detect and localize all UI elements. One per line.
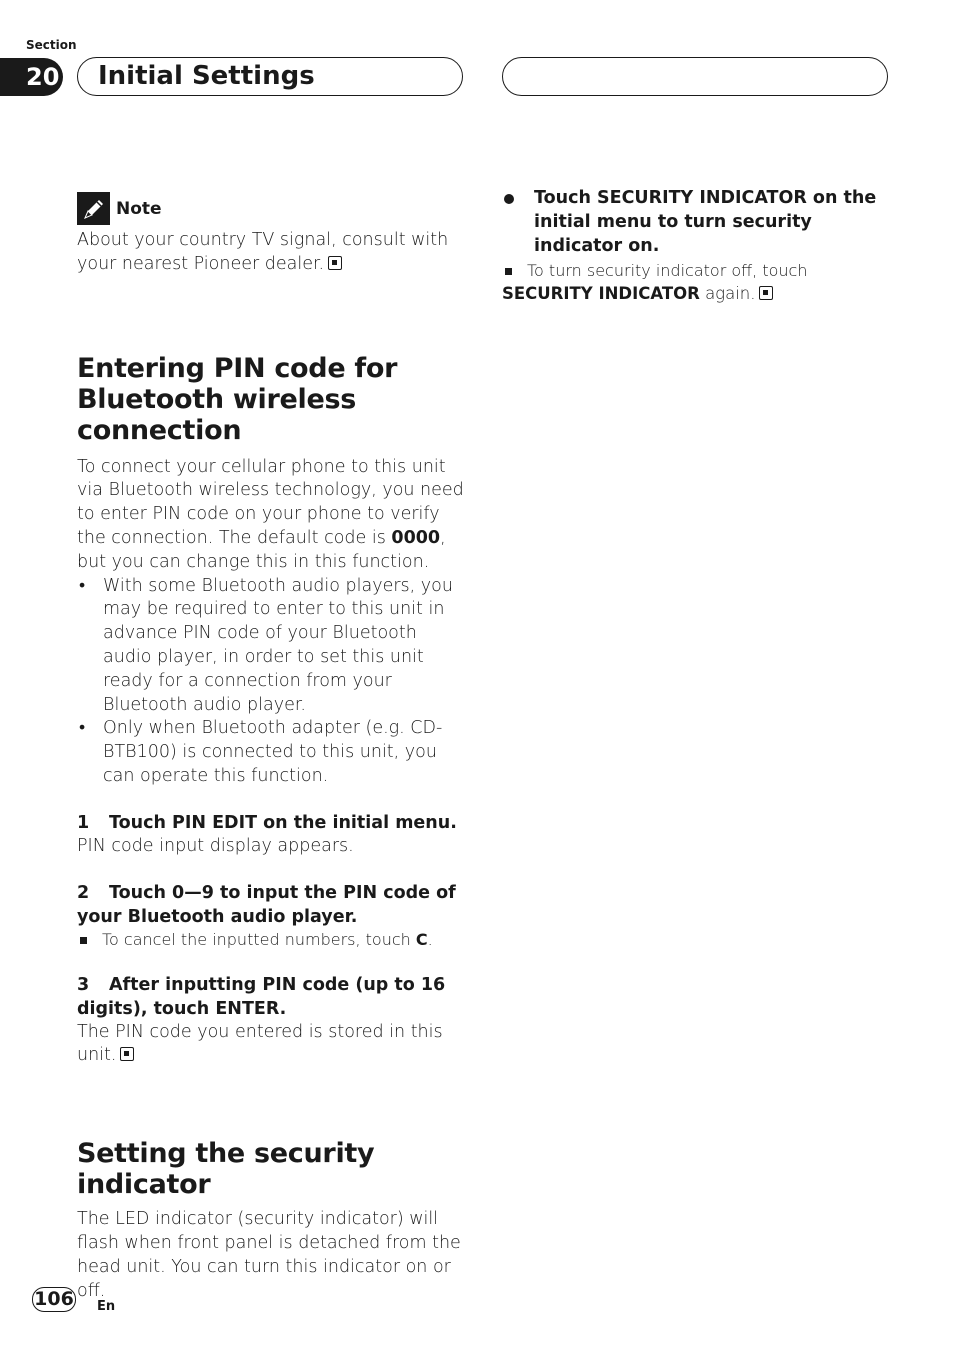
pin-bullets	[77, 575, 467, 789]
note-label: Note	[116, 198, 162, 219]
header-empty-pill	[502, 57, 888, 96]
step-1: 1 Touch PIN EDIT on the initial menu. PIN code input display appears.	[77, 812, 457, 856]
end-mark-icon	[120, 1047, 134, 1061]
note-text: About your country TV signal, consult with your nearest Pioneer dealer.	[77, 230, 449, 274]
pin-intro: To connect your cellular phone to this unit via Bluetooth wireless technology, you need to enter PIN code on your phone to verify the connection. The default code is 0000, but you can change this in this function.	[77, 456, 464, 572]
note-header	[77, 192, 467, 225]
end-mark-icon	[328, 256, 342, 270]
list-item: • Only when Bluetooth adapter (e.g. CD-BTB100) is connected to this unit, you can operate this function.	[77, 717, 467, 788]
security-subnote: To turn security indicator off, touch	[502, 260, 892, 282]
language-label: En	[97, 1299, 116, 1314]
right-column	[502, 186, 892, 306]
page-number: 106	[32, 1287, 76, 1312]
step-2-subnote: To cancel the inputted numbers, touch C.	[77, 929, 467, 951]
security-section	[77, 1138, 467, 1303]
step-3: 3 After inputting PIN code (up to 16 digits), touch ENTER. The PIN code you entered is stored in this unit.	[77, 974, 446, 1066]
default-code: 0000	[391, 527, 441, 548]
left-column	[77, 192, 467, 1303]
section-label: Section	[26, 38, 77, 52]
security-intro: The LED indicator (security indicator) will flash when front panel is detached from the head unit. You can turn this indicator on or off.	[77, 1209, 461, 1301]
page-title: Initial Settings	[77, 57, 463, 96]
security-section-heading: Setting the security indicator	[77, 1138, 375, 1201]
list-item: • With some Bluetooth audio players, you may be required to enter to this unit in advance PIN code of your Bluetooth audio player, in order to set this unit ready for a connection from your Bluetooth audio player.	[77, 575, 467, 718]
security-subnote-cont: SECURITY INDICATOR again.	[502, 282, 892, 306]
note-pencil-icon	[77, 192, 110, 225]
note-block	[77, 192, 467, 277]
security-step: Touch SECURITY INDICATOR on the initial menu to turn security indicator on.	[502, 186, 892, 258]
step-2: 2 Touch 0—9 to input the PIN code of your Bluetooth audio player. To cancel the inputted numbers, touch C.	[77, 881, 467, 951]
pin-section	[77, 353, 467, 1069]
pin-section-heading: Entering PIN code for Bluetooth wireless connection	[77, 352, 398, 446]
section-number-badge: 20	[0, 58, 63, 96]
end-mark-icon	[759, 286, 773, 300]
